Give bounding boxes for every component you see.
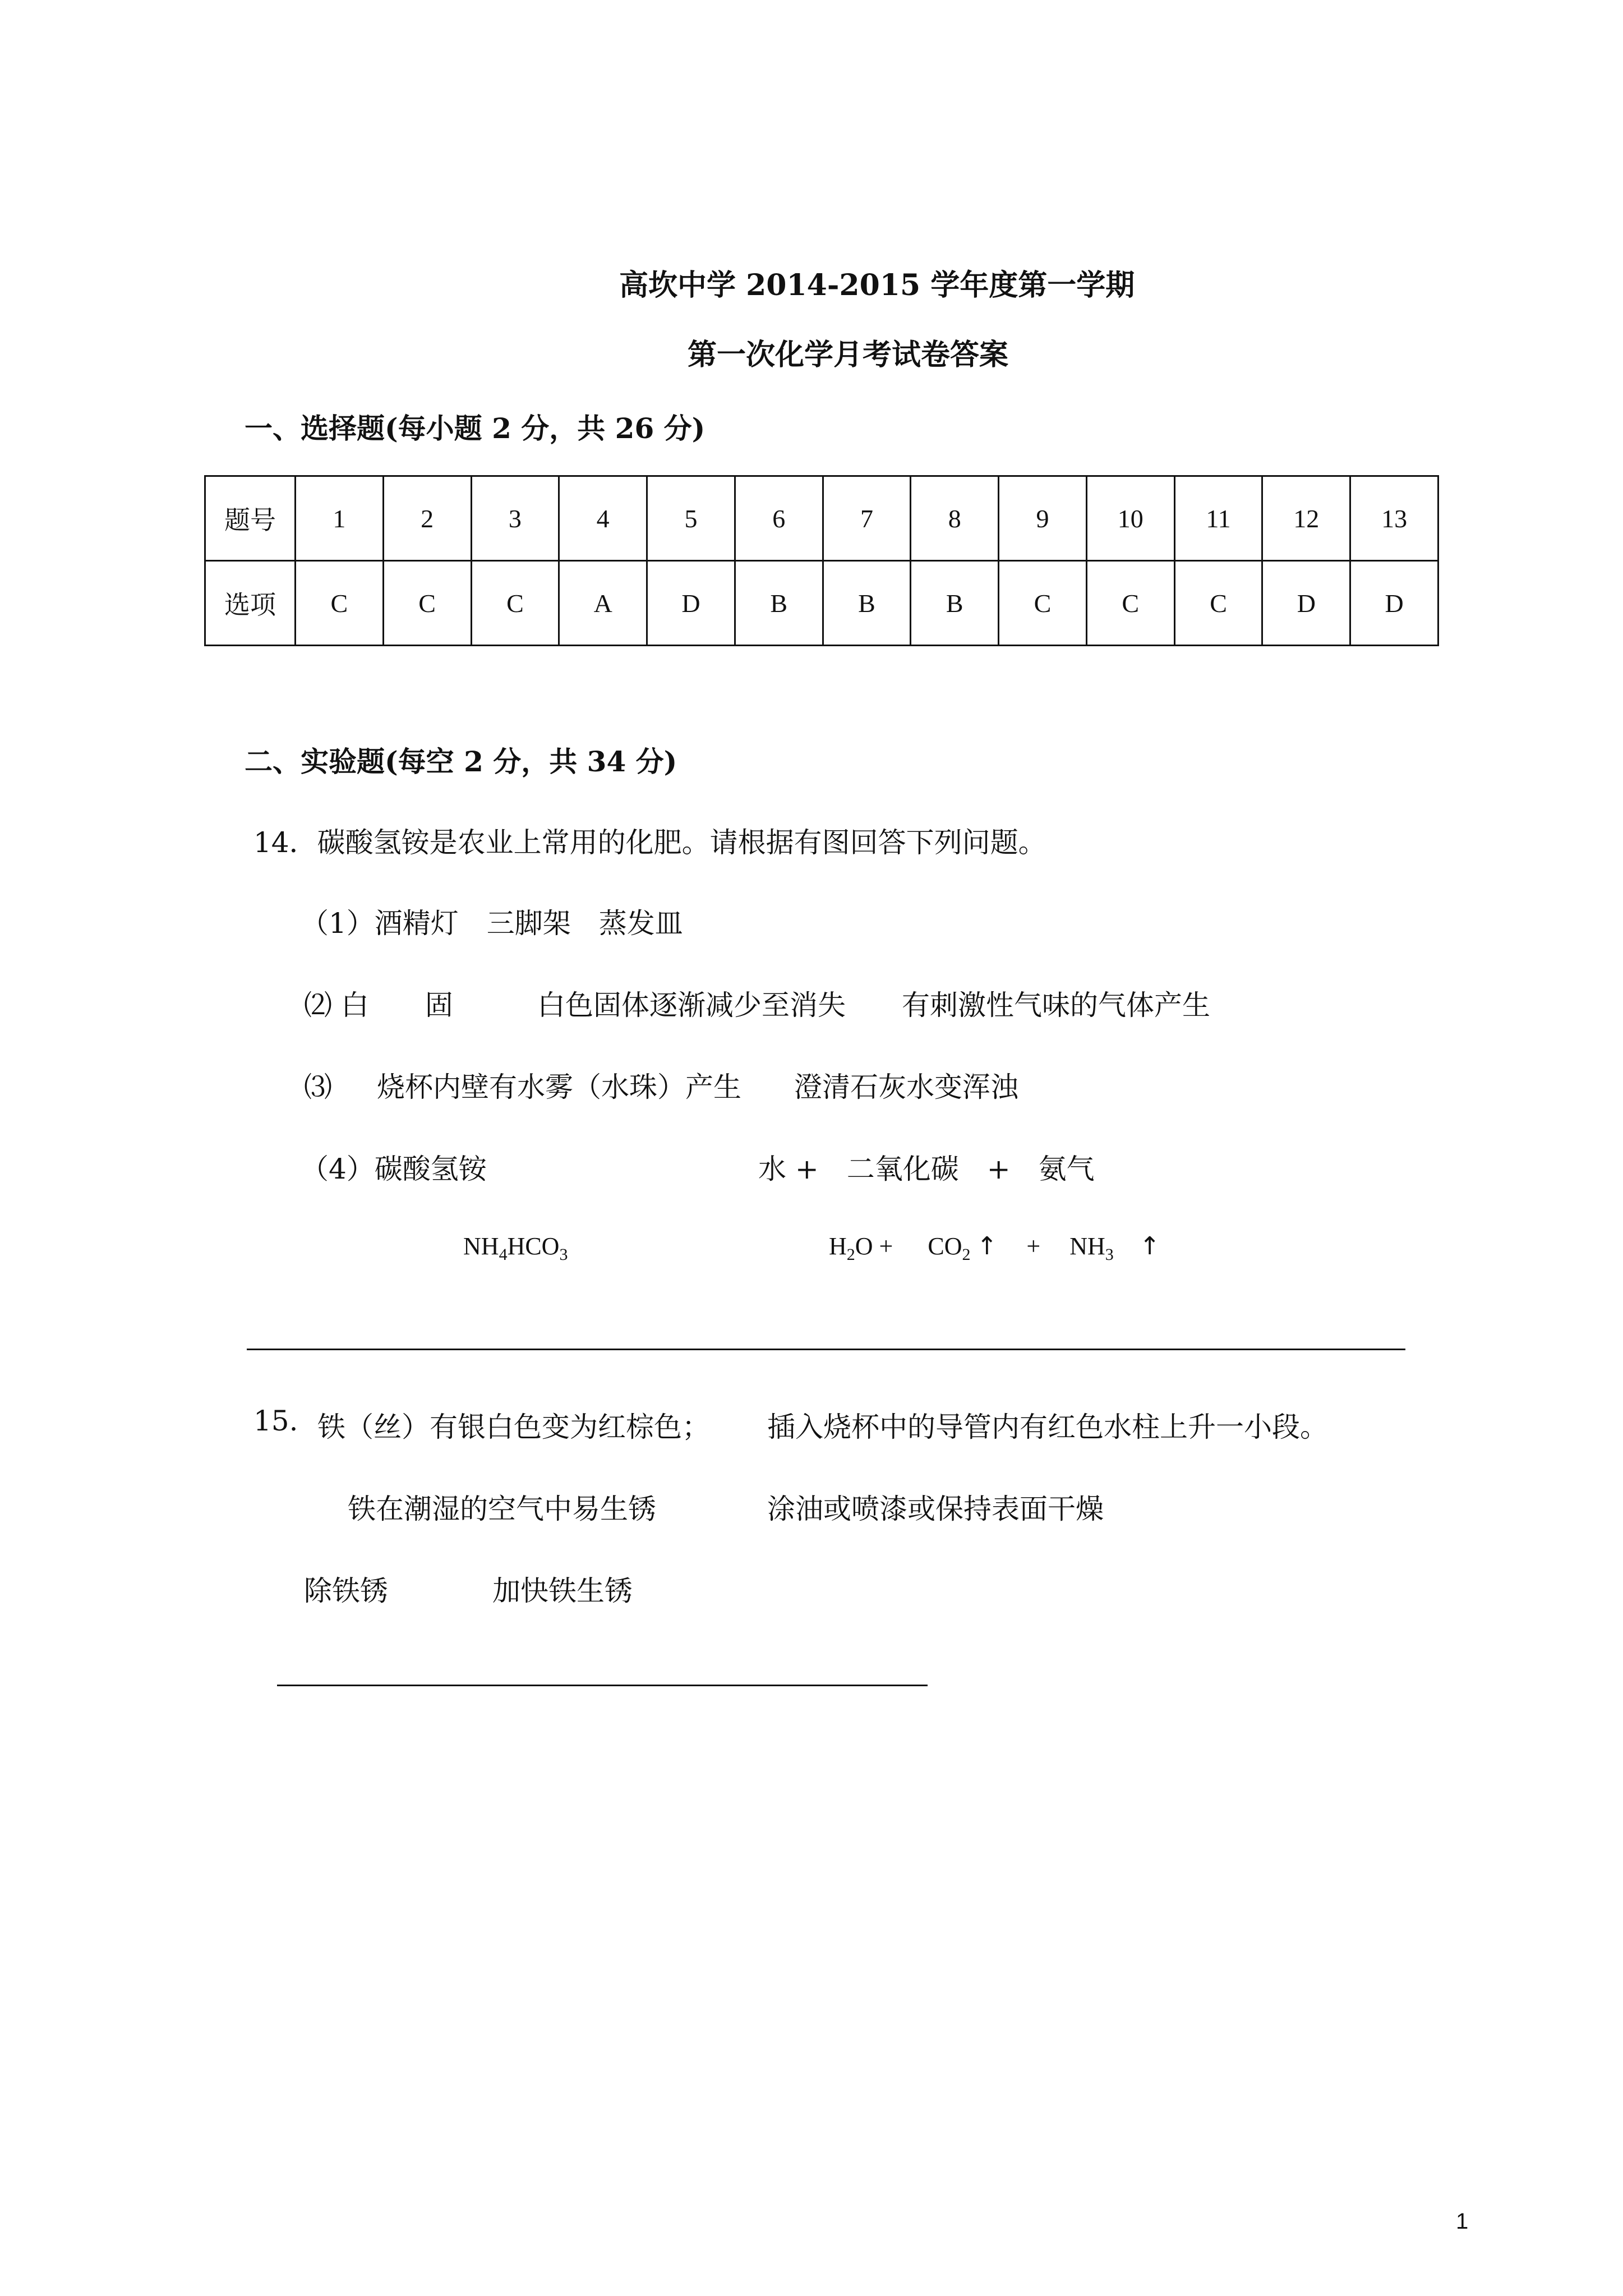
table-cell: D	[1350, 561, 1438, 646]
q15-answer-1: 铁（丝）有银白色变为红棕色；	[317, 1411, 710, 1443]
formula-text: CO	[928, 1232, 962, 1260]
table-cell: 1	[296, 476, 384, 561]
table-cell: C	[296, 561, 384, 646]
divider-line	[247, 1349, 1405, 1350]
formula-text: NH	[1069, 1232, 1105, 1260]
table-cell: C	[471, 561, 559, 646]
gas-up-arrow-icon: ↑	[1139, 1232, 1160, 1260]
table-cell: C	[1174, 561, 1262, 646]
q14-answer-1: （1）酒精灯 三脚架 蒸发皿	[301, 907, 683, 940]
table-cell: 9	[999, 476, 1087, 561]
page-number: 1	[1456, 2209, 1469, 2234]
formula-subscript: 2	[962, 1245, 971, 1264]
q14-answer-4-label: （4）碳酸氢铵	[301, 1153, 487, 1185]
table-cell: B	[735, 561, 823, 646]
q15-number: 15.	[253, 1405, 298, 1437]
table-cell: 12	[1262, 476, 1350, 561]
table-cell: 8	[911, 476, 999, 561]
formula-text: H	[829, 1232, 847, 1260]
table-cell: 10	[1086, 476, 1174, 561]
formula-text: HCO	[507, 1232, 560, 1260]
q15-answer-5: 除铁锈	[304, 1575, 388, 1607]
table-cell: 5	[647, 476, 735, 561]
formula-subscript: 4	[499, 1245, 508, 1264]
answer-table	[204, 475, 1439, 646]
table-cell: D	[1262, 561, 1350, 646]
table-cell: 7	[823, 476, 911, 561]
formula-text: NH	[463, 1232, 499, 1260]
q15-answer-2: 插入烧杯中的导管内有红色水柱上升一小段。	[767, 1411, 1328, 1443]
formula-text: +	[1026, 1232, 1041, 1260]
q14-answer-4-products: 水 + 二氧化碳 + 氨气	[758, 1153, 1095, 1185]
table-cell: 3	[471, 476, 559, 561]
gas-up-arrow-icon: ↑	[976, 1232, 998, 1260]
q14-answer-3-b: 烧杯内壁有水雾（水珠）产生	[377, 1071, 741, 1103]
formula-subscript: 2	[846, 1245, 855, 1264]
table-cell: 4	[559, 476, 647, 561]
table-cell: C	[383, 561, 471, 646]
title-line1: 高坎中学 2014-2015 学年度第一学期	[619, 268, 1135, 302]
q15-answer-6: 加快铁生锈	[492, 1575, 633, 1607]
table-row-answers	[205, 561, 1438, 646]
table-cell: 11	[1174, 476, 1262, 561]
title-line2: 第一次化学月考试卷答案	[688, 338, 1009, 372]
q14-stem: 14．碳酸氢铵是农业上常用的化肥。请根据有图回答下列问题。	[253, 826, 1046, 859]
reaction-formula-products	[829, 1232, 1160, 1264]
reaction-formula-reactant	[463, 1232, 568, 1264]
table-cell: 13	[1350, 476, 1438, 561]
formula-subscript: 3	[559, 1245, 568, 1264]
table-row-numbers	[205, 476, 1438, 561]
q14-answer-2-b: 白色固体逐渐减少至消失	[537, 989, 846, 1022]
table-cell: A	[559, 561, 647, 646]
table-row-label: 题号	[205, 476, 296, 561]
section1-heading: 一、选择题(每小题 2 分，共 26 分)	[245, 412, 706, 445]
formula-subscript: 3	[1105, 1245, 1114, 1264]
divider-line	[277, 1685, 928, 1686]
table-cell: C	[999, 561, 1087, 646]
q15-answer-4: 涂油或喷漆或保持表面干燥	[767, 1493, 1104, 1525]
table-cell: 6	[735, 476, 823, 561]
table-row-label: 选项	[205, 561, 296, 646]
section2-heading: 二、实验题(每空 2 分，共 34 分)	[245, 745, 677, 778]
q15-answer-3: 铁在潮湿的空气中易生锈	[348, 1493, 656, 1525]
table-cell: C	[1086, 561, 1174, 646]
formula-text: O +	[855, 1232, 893, 1260]
q14-answer-3-c: 澄清石灰水变浑浊	[794, 1071, 1018, 1103]
q14-answer-3-label: ⑶	[304, 1071, 332, 1103]
table-cell: 2	[383, 476, 471, 561]
table-cell: B	[911, 561, 999, 646]
q14-answer-2-label: ⑵ 白 固	[304, 989, 453, 1022]
q14-answer-2-c: 有刺激性气味的气体产生	[902, 989, 1210, 1022]
table-cell: D	[647, 561, 735, 646]
table-cell: B	[823, 561, 911, 646]
